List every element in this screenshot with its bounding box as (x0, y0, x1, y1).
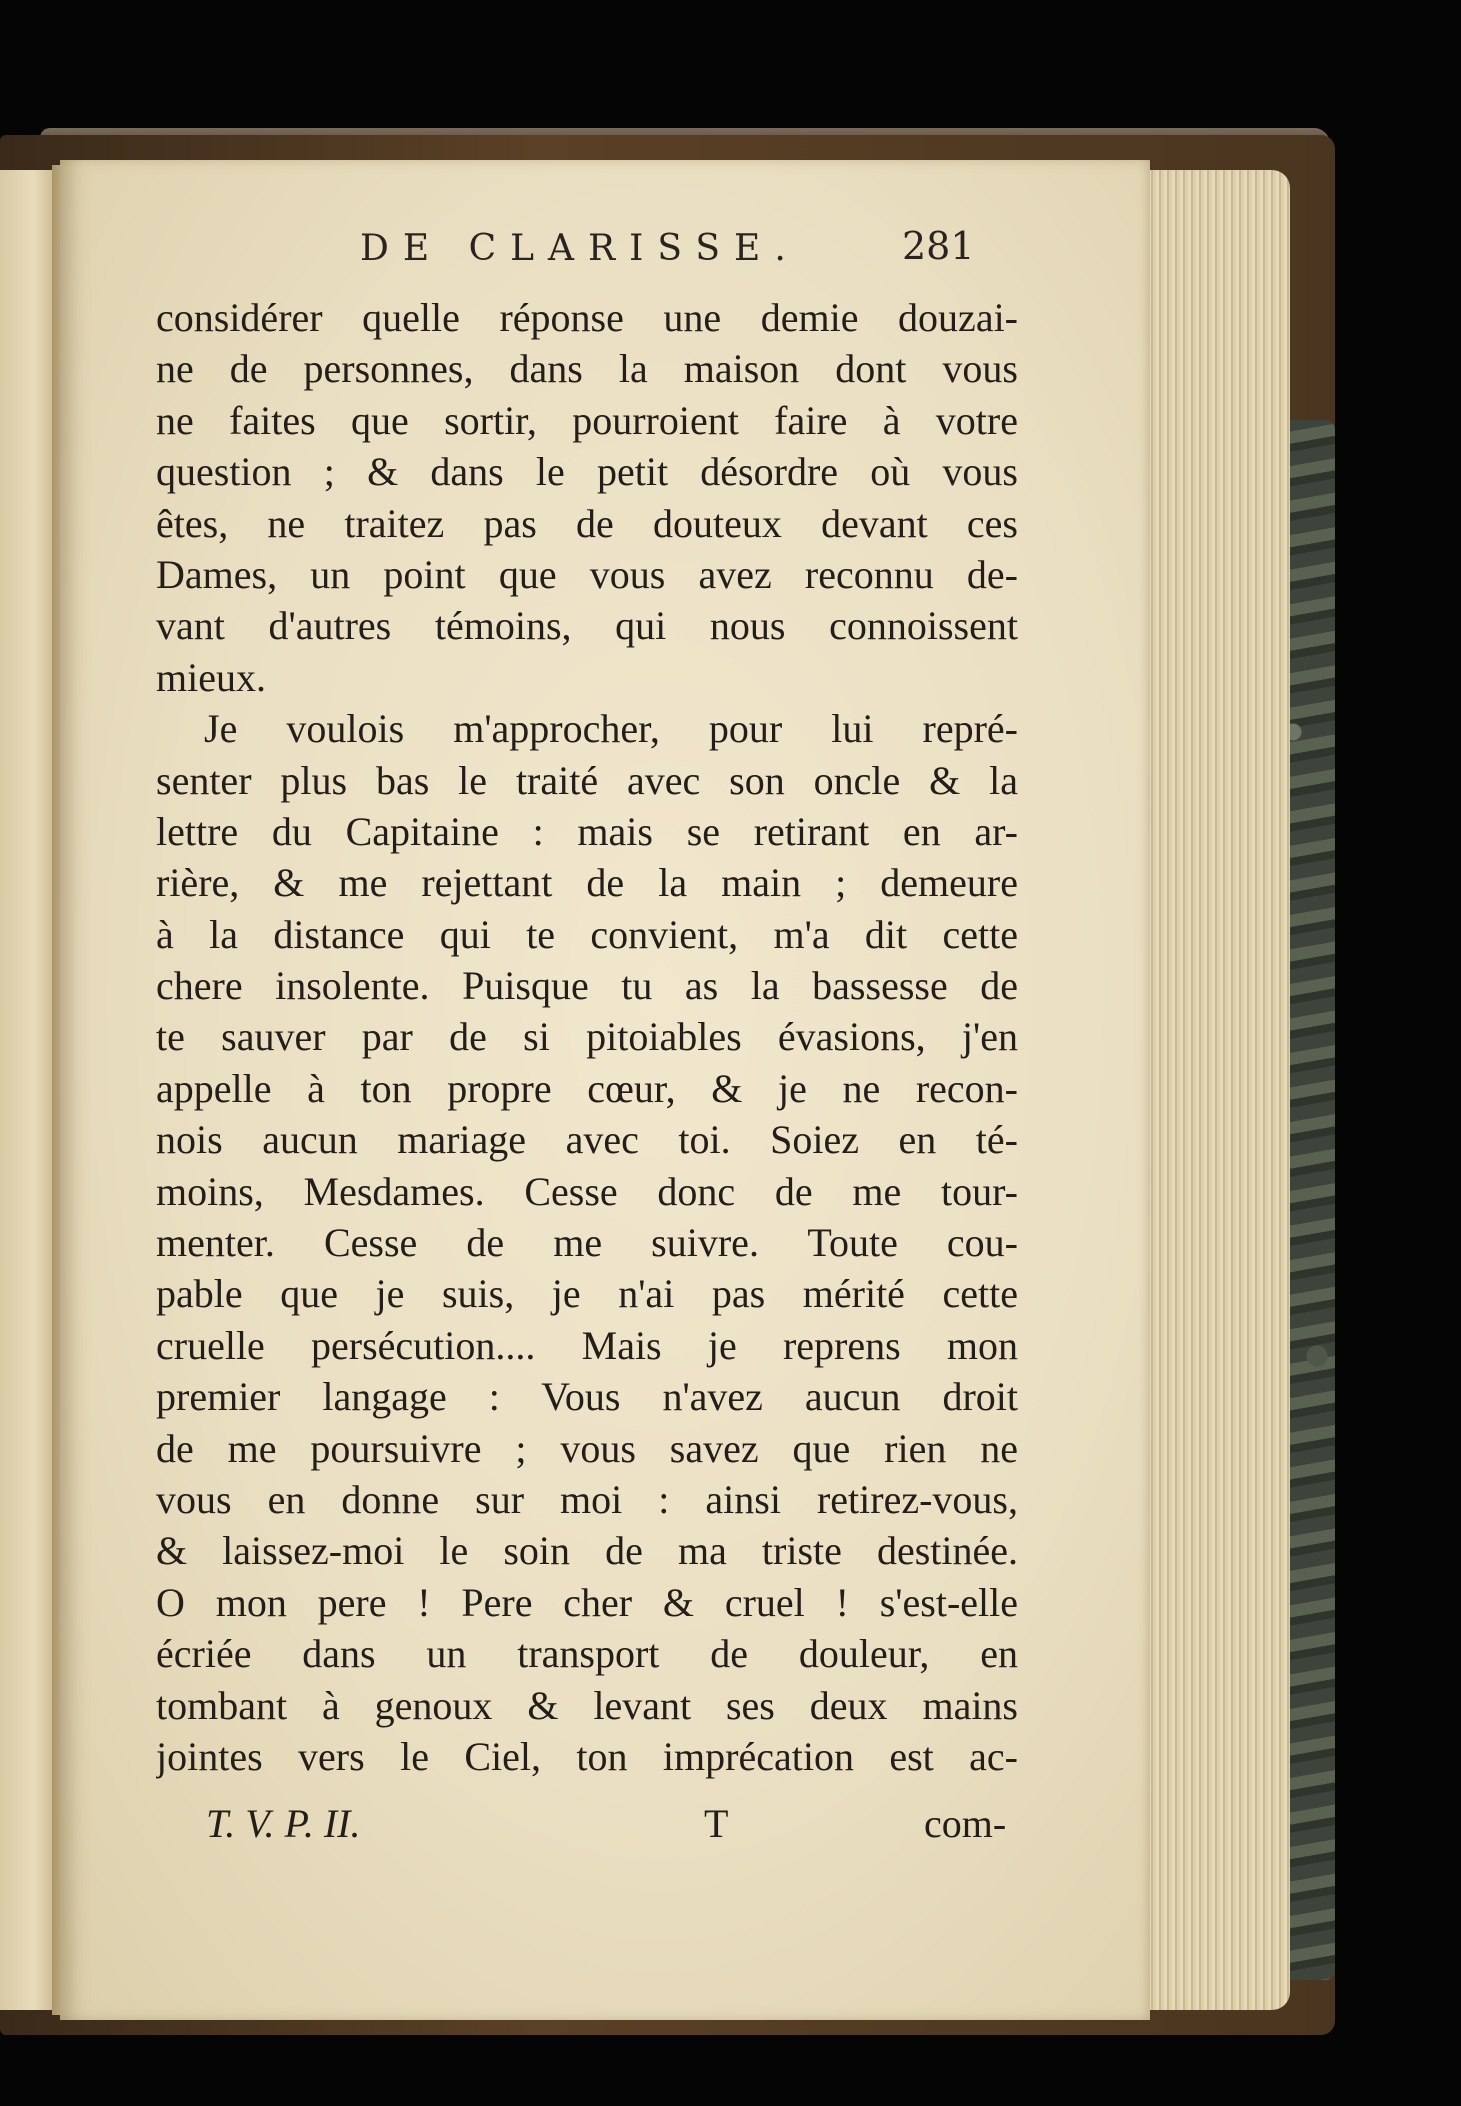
page-footer (156, 1800, 1018, 1856)
text-line: menter. Cesse de me suivre. Toute cou- (156, 1220, 1018, 1266)
text-line: question ; & dans le petit désordre où vous (156, 449, 1018, 495)
text-line: senter plus bas le traité avec son oncle & la (156, 757, 1018, 803)
text-line: Dames, un point que vous avez reconnu de- (156, 551, 1018, 597)
text-line: considérer quelle réponse une demie douzai- (156, 295, 1018, 340)
text-line: de me poursuivre ; vous savez que rien ne (156, 1425, 1018, 1471)
text-line: appelle à ton propre cœur, & je ne recon- (156, 1065, 1018, 1111)
text-line: Je voulois m'approcher, pour lui repré- (204, 706, 1018, 752)
signature-mark: T. V. P. II. (206, 1801, 361, 1846)
page-stack-edges (1140, 170, 1290, 2010)
page-number: 281 (902, 224, 975, 268)
text-line: rière, & me rejettant de la main ; demeure (156, 860, 1018, 906)
text-line: te sauver par de si pitoiables évasions, j'en (156, 1014, 1018, 1060)
text-line: O mon pere ! Pere cher & cruel ! s'est-elle (156, 1579, 1018, 1625)
text-line: premier langage : Vous n'avez aucun droit (156, 1374, 1018, 1420)
text-line: & laissez-moi le soin de ma triste destinée. (156, 1528, 1018, 1574)
text-line: à la distance qui te convient, m'a dit cette (156, 911, 1018, 957)
text-line: êtes, ne traitez pas de douteux devant ces (156, 500, 1018, 546)
text-line: mieux. (156, 654, 266, 700)
text-line: écriée dans un transport de douleur, en (156, 1631, 1018, 1677)
page-header (60, 224, 1150, 288)
text-line: chere insolente. Puisque tu as la bassesse de (156, 963, 1018, 1009)
text-line: jointes vers le Ciel, ton imprécation est ac- (156, 1733, 1018, 1779)
text-line: vous en donne sur moi : ainsi retirez-vous, (156, 1476, 1018, 1522)
book-page (60, 160, 1150, 2020)
catchword: com- (924, 1801, 1007, 1846)
text-line: nois aucun mariage avec toi. Soiez en té- (156, 1117, 1018, 1163)
text-line: tombant à genoux & levant ses deux mains (156, 1682, 1018, 1728)
text-line: cruelle persécution.... Mais je reprens mon (156, 1322, 1018, 1368)
text-line: moins, Mesdames. Cesse donc de me tour- (156, 1168, 1018, 1214)
text-line: pable que je suis, je n'ai pas mérité cette (156, 1271, 1018, 1317)
text-line: ne de personnes, dans la maison dont vous (156, 346, 1018, 392)
text-line: lettre du Capitaine : mais se retirant en ar- (156, 808, 1018, 854)
body-text (156, 292, 1018, 1782)
facing-page-edge (0, 170, 56, 2010)
signature-letter: T (704, 1801, 729, 1846)
text-line: vant d'autres témoins, qui nous connoissent (156, 603, 1018, 649)
running-title: DE CLARISSE. (360, 228, 800, 269)
text-line: ne faites que sortir, pourroient faire à votre (156, 397, 1018, 443)
